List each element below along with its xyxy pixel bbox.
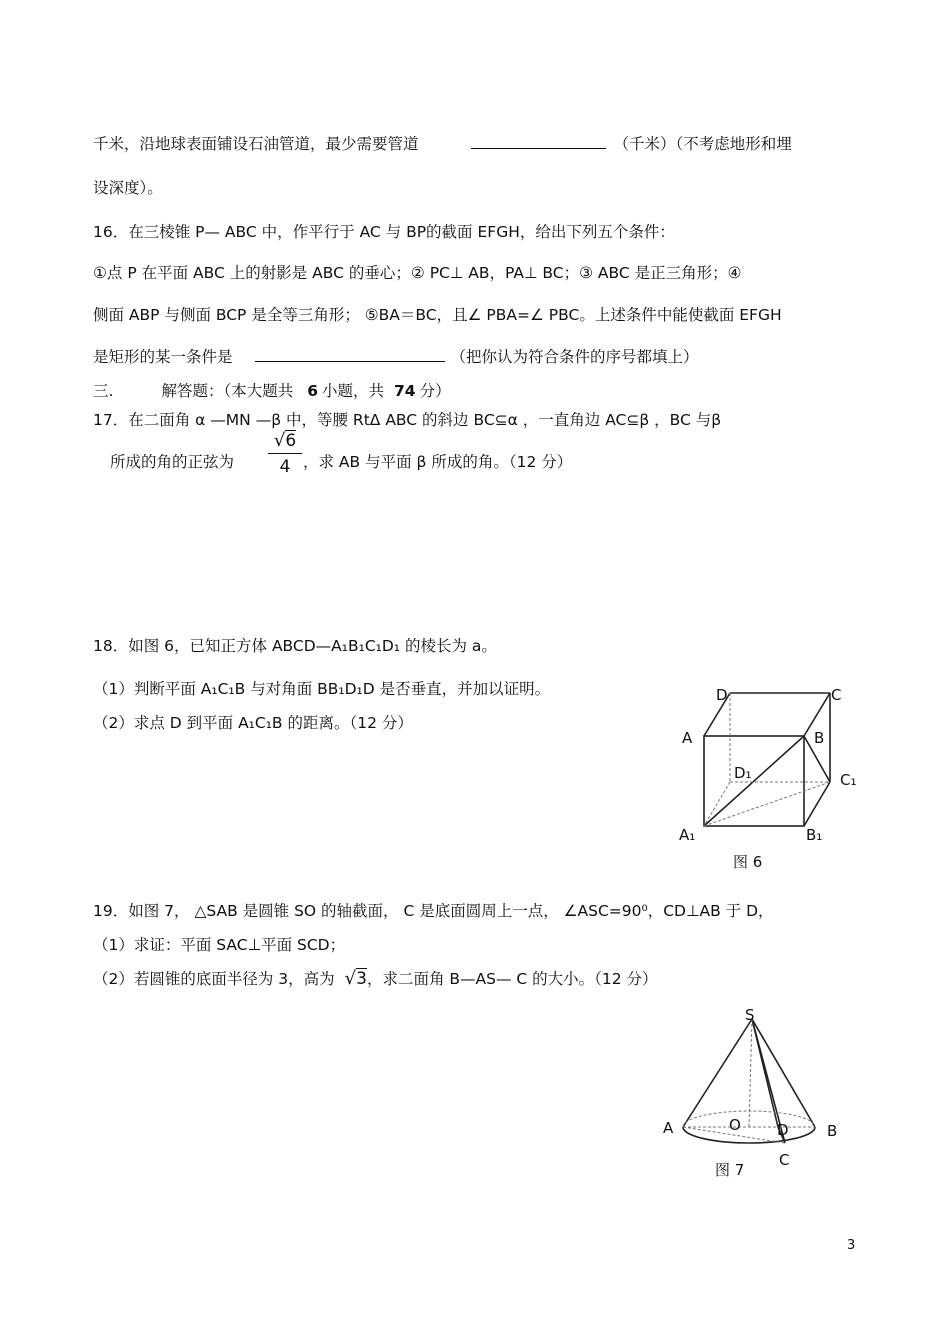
fig6-label-a1: A₁ [679, 826, 696, 844]
q17-sqrt-icon: √ [273, 430, 286, 451]
q16-line4 [93, 345, 699, 367]
fig6-label-a: A [682, 729, 693, 747]
q17-line2-prefix: 所成的角的正弦为 [110, 453, 235, 471]
section3-heading [93, 379, 451, 401]
fig7-label-d: D [777, 1121, 789, 1139]
fig7-label-a: A [663, 1119, 674, 1137]
q16-line4-suffix: （把你认为符合条件的序号都填上） [450, 348, 699, 366]
fig6-label-c1: C₁ [840, 771, 857, 789]
q16-answer-blank[interactable] [255, 361, 445, 362]
fig6-label-d1: D₁ [734, 764, 752, 782]
q19-sqrt-icon: √ [344, 968, 357, 989]
q19-line3-suffix: ，求二面角 B—AS— C 的大小。（12 分） [366, 970, 658, 988]
q19-line3-prefix: （2）若圆锥的底面半径为 3，高为 [93, 970, 335, 988]
q19-line3 [93, 967, 658, 989]
q16-line4-prefix: 是矩形的某一条件是 [93, 348, 233, 366]
fig6-label-c: C [831, 686, 842, 704]
q18-line3: （2）求点 D 到平面 A₁C₁B 的距离。（12 分） [93, 714, 413, 732]
q19-sqrt-val: 3 [356, 969, 367, 989]
q17-line2-suffix: ，求 AB 与平面 β 所成的角。（12 分） [303, 453, 573, 471]
fig7-label-b: B [827, 1122, 838, 1140]
q15-line1-suffix: （千米）（不考虑地形和埋 [613, 135, 792, 153]
section3-num: 三. [93, 382, 114, 400]
q15-line2: 设深度）。 [93, 179, 163, 197]
fig7-caption: 图 7 [715, 1161, 745, 1179]
q18-line1: 18．如图 6，已知正方体 ABCD—A₁B₁C₁D₁ 的棱长为 a。 [93, 637, 497, 655]
fig6-label-b: B [814, 729, 825, 747]
q16-line3: 侧面 ABP 与侧面 BCP 是全等三角形； ⑤BA＝BC，且∠ PBA=∠ PBC。上述条件中能使截面 EFGH [93, 306, 782, 324]
q15-line1 [93, 132, 792, 154]
q16-line1: 16．在三棱锥 P— ABC 中，作平行于 AC 与 BP的截面 EFGH，给出下列五个条件： [93, 223, 675, 241]
q17-frac-den: 4 [279, 457, 291, 477]
q19-sqrt [345, 970, 367, 988]
q15-line1-prefix: 千米，沿地球表面铺设石油管道，最少需要管道 [93, 135, 419, 153]
page-number: 3 [847, 1238, 856, 1253]
q19-line2: （1）求证：平面 SAC⊥平面 SCD； [93, 936, 346, 954]
fig6-caption: 图 6 [733, 853, 763, 871]
fig6-label-d: D [716, 686, 728, 704]
section3-mid: 小题，共 [322, 382, 385, 400]
fig7-label-c: C [779, 1151, 790, 1169]
figure-7-cone [655, 1003, 855, 1183]
q18-line2: （1）判断平面 A₁C₁B 与对角面 BB₁D₁D 是否垂直，并加以证明。 [93, 680, 551, 698]
section3-count: 6 [307, 382, 318, 400]
section3-score: 74 [394, 382, 416, 400]
fig7-label-o: O [729, 1116, 741, 1134]
q15-answer-blank[interactable] [471, 148, 606, 149]
q17-fraction [268, 430, 302, 477]
q19-line1: 19．如图 7， △SAB 是圆锥 SO 的轴截面， C 是底面圆周上一点， ∠ASC=90⁰，CD⊥AB 于 D， [93, 902, 774, 920]
q17-line1: 17．在二面角 α —MN —β 中，等腰 RtΔ ABC 的斜边 BC⊆α ，一直角边 AC⊆β ，BC 与β [93, 411, 722, 429]
q16-line2: ①点 P 在平面 ABC 上的射影是 ABC 的垂心；② PC⊥ AB，PA⊥ BC；③ ABC 是正三角形；④ [93, 264, 742, 282]
fig6-label-b1: B₁ [806, 826, 823, 844]
section3-prefix: 解答题：（本大题共 [161, 382, 294, 400]
figure-6-cube [670, 680, 870, 875]
fig7-label-s: S [745, 1006, 755, 1024]
q17-frac-num: 6 [285, 431, 297, 451]
section3-suffix: 分） [419, 382, 451, 400]
